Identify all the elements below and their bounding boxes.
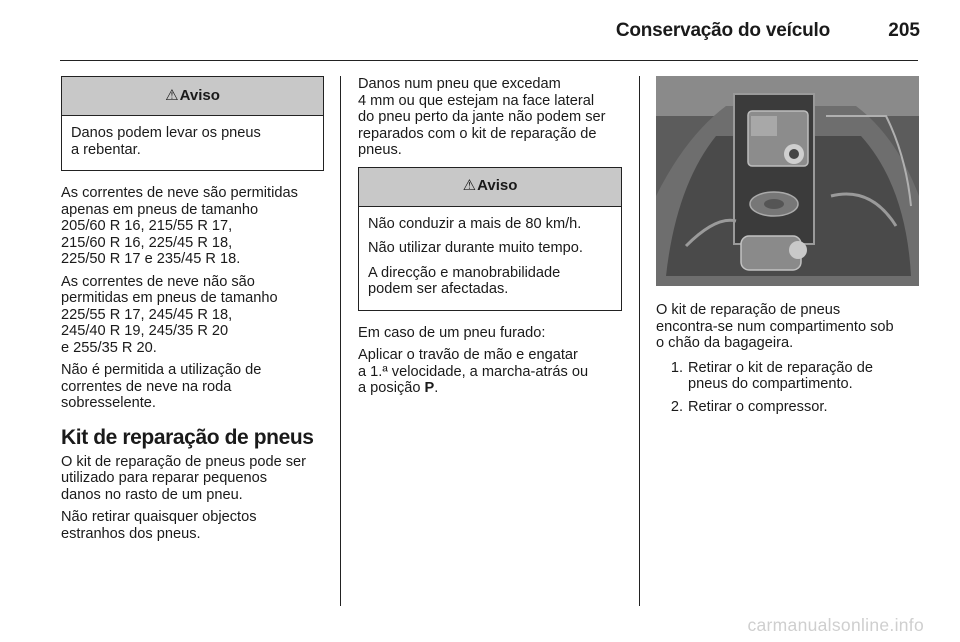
step-number: 1. xyxy=(670,359,683,376)
paragraph: Danos num pneu que excedam 4 mm ou que estejam na face lateral do pneu perto da jante não podem ser reparados com o kit de reparação de pneus. xyxy=(358,76,606,158)
header-divider xyxy=(60,60,918,61)
warning-body xyxy=(62,116,323,170)
warning-line: Não utilizar durante muito tempo. xyxy=(368,240,583,256)
warning-header xyxy=(62,77,323,116)
paragraph: Em caso de um pneu furado: xyxy=(358,324,546,341)
paragraph: O kit de reparação de pneus pode ser utilizado para reparar pequenos danos no rasto de um pneu. xyxy=(61,453,307,503)
warning-line: Não conduzir a mais de 80 km/h. xyxy=(368,215,582,232)
warning-triangle-icon: ⚠ xyxy=(462,177,477,195)
column-divider xyxy=(340,76,341,606)
paragraph: Não retirar quaisquer objectos estranhos dos pneus. xyxy=(61,509,257,542)
column-2 xyxy=(358,76,622,403)
column-1 xyxy=(61,76,324,548)
paragraph-end: . xyxy=(434,380,439,396)
warning-line: A direcção e manobrabilidade podem ser afectadas. xyxy=(368,264,561,297)
warning-triangle-icon: ⚠ xyxy=(165,86,179,104)
paragraph: Não é permitida a utilização de correntes de neve na roda sobresselente. xyxy=(61,362,262,411)
paragraph: As correntes de neve não são permitidas em pneus de tamanho 225/55 R 17, 245/45 R 18, 245/40 R 19, 245/35 R 20 e 255/35 R 20. xyxy=(61,273,278,356)
watermark: carmanualsonline.info xyxy=(747,615,924,635)
warning-box xyxy=(358,167,622,311)
warning-body xyxy=(359,207,621,310)
warning-box xyxy=(61,76,324,171)
caption: O kit de reparação de pneus encontra-se num compartimento sob o chão da bagageira. xyxy=(656,302,894,351)
warning-label: Aviso xyxy=(179,86,220,104)
warning-header xyxy=(359,168,621,207)
warning-label: Aviso xyxy=(477,177,518,195)
paragraph: As correntes de neve são permitidas apenas em pneus de tamanho 205/60 R 16, 215/55 R 17, 215/60 R 16, 225/45 R 18, 225/50 R 17 e 235/45 R 18. xyxy=(61,185,298,267)
step-text: Retirar o compressor. xyxy=(688,398,828,415)
tyre-repair-kit-photo xyxy=(656,76,919,286)
page-number: 205 xyxy=(888,20,920,41)
step-number: 2. xyxy=(670,398,683,415)
column-divider xyxy=(639,76,640,606)
steps-list xyxy=(656,360,919,416)
list-item xyxy=(656,360,919,393)
paragraph-text: Aplicar o travão de mão e engatar a 1.ª velocidade, a marcha-atrás ou a posição xyxy=(358,347,589,396)
page-title: Conservação do veículo xyxy=(615,20,830,41)
column-3 xyxy=(656,76,919,421)
paragraph xyxy=(358,347,622,397)
warning-text: Danos podem levar os pneus a rebentar. xyxy=(71,125,261,158)
section-heading: Kit de reparação de pneus xyxy=(61,425,314,449)
list-item xyxy=(656,399,919,416)
gear-position-p: P xyxy=(424,380,435,396)
step-text: Retirar o kit de reparação de pneus do compartimento. xyxy=(688,359,873,392)
